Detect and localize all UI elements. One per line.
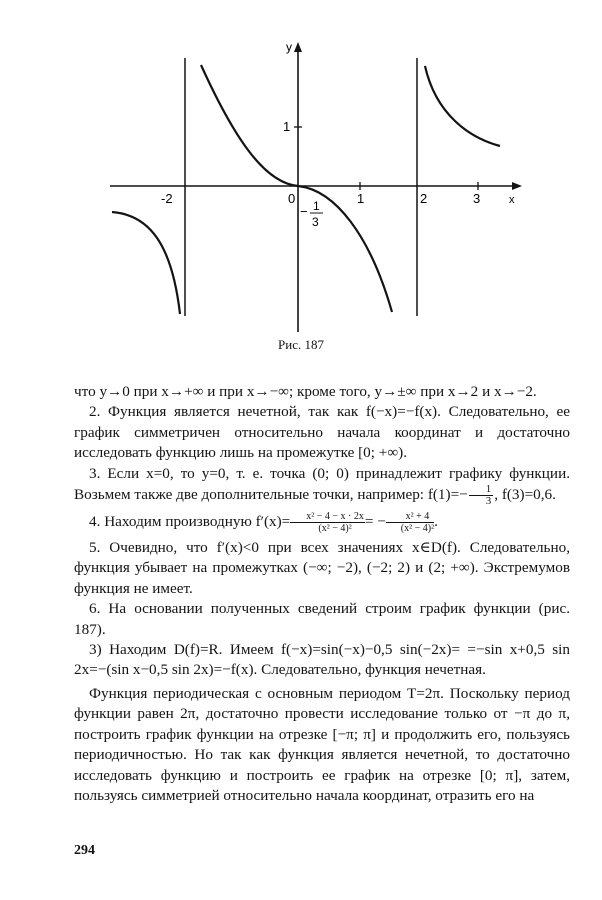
tick-label-x-3: 3 bbox=[473, 191, 481, 206]
paragraph-2: 2. Функция является нечетной, так как f(−x)=−f(x). Следовательно, ее график симметричен относительно начала координат и достаточно исследовать функцию лишь на промежутке [0; +∞). bbox=[74, 403, 570, 462]
tick-label-origin: 0 bbox=[288, 191, 296, 206]
y-axis-label: y bbox=[286, 40, 292, 54]
curve-left-branch bbox=[112, 212, 180, 314]
tick-label-x-1: 1 bbox=[357, 191, 365, 206]
curve-middle-branch bbox=[201, 65, 392, 312]
derivative-fraction-2-num: x² + 4 bbox=[386, 511, 434, 523]
curve-right-branch bbox=[425, 66, 500, 146]
x-axis-arrow-icon bbox=[512, 182, 522, 190]
paragraph-8: Функция периодическая с основным периодом T=2π. Поскольку период функции равен 2π, достаточно провести исследование только от −π до π, построить график функции на отрезке [−π; π] и продолжить его, пользуясь периодичностью. Но так как функция является нечетной, то достаточно исследовать функцию и построить ее график на отрезке [0; π], затем, пользуясь симметрией относительно начала координат, отразить его на bbox=[74, 684, 570, 804]
x-axis bbox=[110, 182, 522, 190]
derivative-fraction-2-den: (x² − 4)² bbox=[400, 523, 435, 535]
paragraph-7: 3) Находим D(f)=R. Имеем f(−x)=sin(−x)−0,5 sin(−2x)= =−sin x+0,5 sin 2x=−(sin x−0,5 sin 2x)=−f(x). Следовательно, функция нечетная. bbox=[74, 641, 570, 679]
paragraph-3-text: 3. Если x=0, то y=0, т. е. точка (0; 0) принадлежит графику функции. Возьмем также две дополнительные точки, например: f(1)=− bbox=[74, 464, 570, 504]
tick-label-frac-den: 3 bbox=[312, 215, 319, 229]
fraction-den: 3 bbox=[485, 495, 492, 508]
fraction-one-third bbox=[469, 484, 494, 507]
page-number: 294 bbox=[74, 843, 95, 858]
paragraph-3-tail: , f(3)=0,6. bbox=[494, 486, 556, 504]
fraction-num: 1 bbox=[469, 484, 494, 496]
derivative-fraction-1-num: x² − 4 − x · 2x bbox=[290, 511, 365, 523]
tick-label-x-minus2: -2 bbox=[161, 191, 173, 206]
y-axis-arrow-icon bbox=[294, 42, 302, 52]
derivative-mid: = − bbox=[364, 513, 386, 531]
paragraph-1: что y→0 при x→+∞ и при x→−∞; кроме того, y→±∞ при x→2 и x→−2. bbox=[74, 383, 537, 400]
x-axis-label: x bbox=[509, 194, 515, 206]
derivative-lead: 4. Находим производную f′(x)= bbox=[89, 513, 291, 531]
paragraph-3 bbox=[74, 464, 570, 507]
tick-label-neg-sign: − bbox=[300, 204, 308, 219]
tick-label-x-2: 2 bbox=[420, 191, 428, 206]
paragraph-5: 5. Очевидно, что f′(x)<0 при всех значениях x∈D(f). Следовательно, функция убывает на промежутках (−∞; −2), (−2; 2) и (2; +∞). Экстремумов функция не имеет. bbox=[74, 539, 570, 597]
derivative-fraction-1 bbox=[290, 511, 365, 534]
derivative-end: . bbox=[434, 513, 438, 531]
tick-label-y-1: 1 bbox=[283, 119, 291, 134]
figure-caption: Рис. 187 bbox=[278, 337, 324, 352]
body-text bbox=[74, 382, 570, 806]
function-graph bbox=[0, 0, 602, 340]
tick-label-frac-num: 1 bbox=[313, 199, 320, 213]
derivative-fraction-1-den: (x² − 4)² bbox=[318, 523, 352, 535]
paragraph-4 bbox=[74, 511, 570, 534]
paragraph-6: 6. На основании полученных сведений строим график функции (рис. 187). bbox=[74, 600, 570, 638]
derivative-fraction-2 bbox=[386, 511, 434, 534]
